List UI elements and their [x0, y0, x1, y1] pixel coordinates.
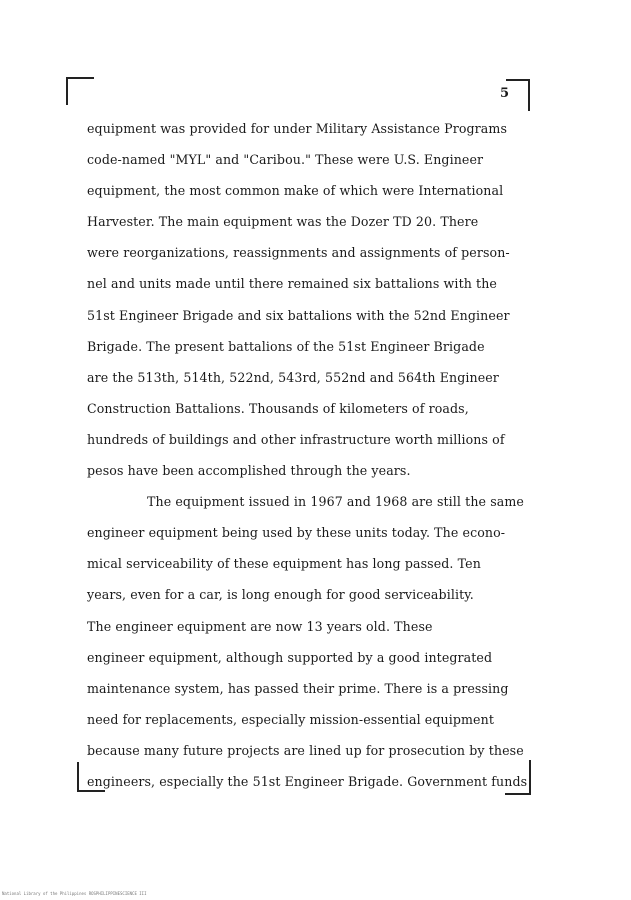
- text-line: code-named "MYL" and "Caribou." These were U.S. Engineer: [87, 152, 484, 168]
- crop-mark-bottom-left: [77, 762, 79, 792]
- text-line: are the 513th, 514th, 522nd, 543rd, 552nd and 564th Engineer: [87, 369, 499, 385]
- text-line: Construction Battalions. Thousands of kilometers of roads,: [87, 400, 469, 416]
- text-line: nel and units made until there remained six battalions with the: [87, 276, 497, 292]
- text-line: Harvester. The main equipment was the Dozer TD 20. There: [87, 214, 479, 230]
- text-line: engineers, especially the 51st Engineer Brigade. Government funds: [87, 773, 528, 789]
- text-line: Brigade. The present battalions of the 51st Engineer Brigade: [87, 338, 485, 354]
- crop-mark-bottom-right: [529, 760, 531, 795]
- text-line: years, even for a car, is long enough for good serviceability.: [87, 587, 474, 603]
- text-line: pesos have been accomplished through the years.: [87, 463, 411, 479]
- text-line: equipment was provided for under Military Assistance Programs: [87, 121, 508, 136]
- crop-mark-top-right: [506, 79, 530, 81]
- crop-mark-top-left: [66, 77, 94, 79]
- text-line: The equipment issued in 1967 and 1968 are still the same: [147, 494, 524, 510]
- text-line: engineer equipment, although supported by a good integrated: [87, 649, 493, 665]
- text-line: mical serviceability of these equipment has long passed. Ten: [87, 556, 481, 572]
- text-line: were reorganizations, reassignments and assignments of person-: [87, 245, 510, 261]
- crop-mark-top-right: [528, 79, 530, 111]
- page-number: 5: [500, 86, 510, 101]
- crop-mark-top-left: [66, 77, 68, 105]
- text-line: equipment, the most common make of which were International: [87, 183, 504, 199]
- text-line: 51st Engineer Brigade and six battalions with the 52nd Engineer: [87, 307, 510, 323]
- text-line: because many future projects are lined up for prosecution by these: [87, 742, 524, 758]
- text-line: engineer equipment being used by these units today. The econo-: [87, 525, 506, 541]
- text-line: hundreds of buildings and other infrastructure worth millions of: [87, 431, 505, 447]
- text-line: maintenance system, has passed their prime. There is a pressing: [87, 680, 509, 696]
- scan-footer: National Library of the Philippines ROSPHILIPPINESCIENCE III: [2, 891, 147, 896]
- text-line: need for replacements, especially mission-essential equipment: [87, 711, 494, 727]
- text-line: The engineer equipment are now 13 years old. These: [87, 618, 433, 634]
- body-text: [87, 113, 527, 797]
